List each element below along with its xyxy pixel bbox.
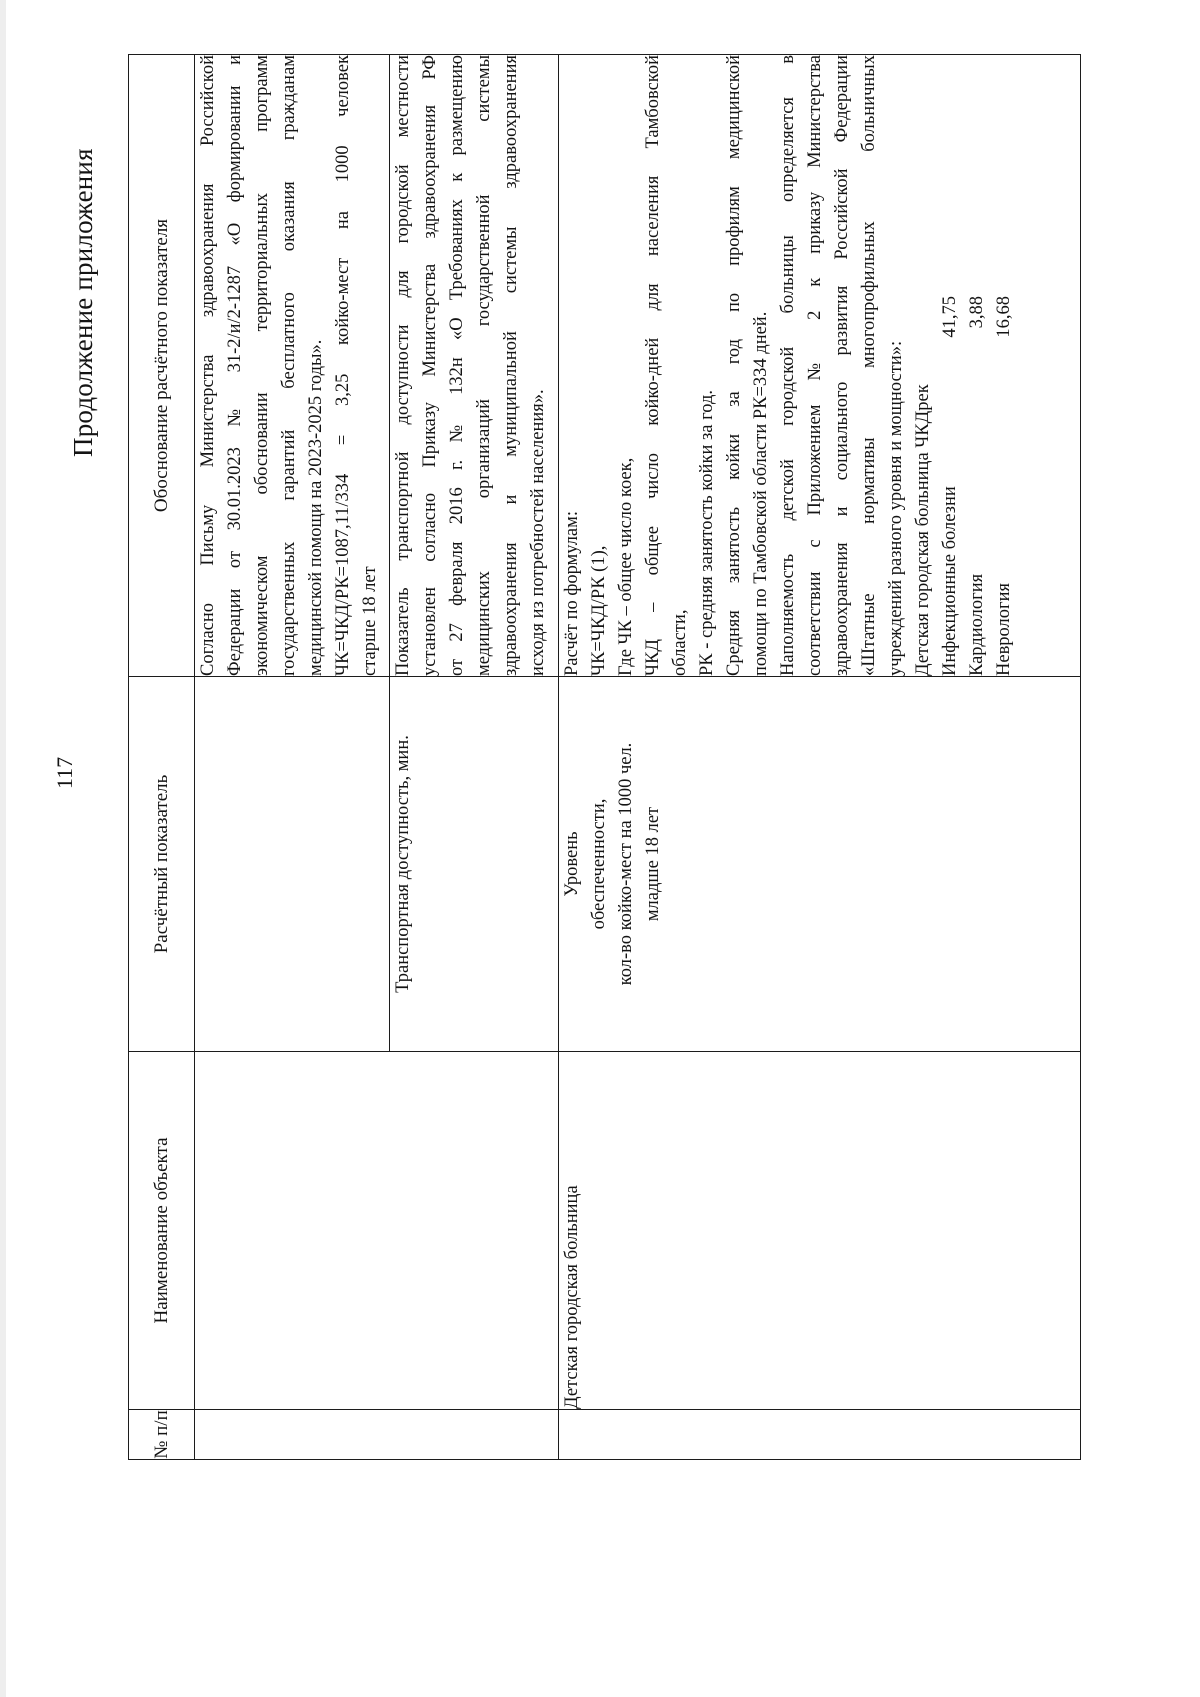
row-number-cell	[559, 1410, 1081, 1460]
header-num: № п/п	[129, 1410, 195, 1460]
indicator-table	[128, 54, 1081, 1460]
object-cell	[195, 1052, 559, 1410]
indicator-cell: Уровень обеспеченности, кол-во койко-мест на 1000 чел. младше 18 лет	[559, 677, 1081, 1052]
page-number: 117	[52, 756, 77, 789]
indicator-cell	[195, 677, 390, 1052]
indicator-cell: Транспортная доступность, мин.	[390, 677, 559, 1052]
row-number-cell	[195, 1410, 559, 1460]
table-header-row	[129, 55, 195, 1460]
continuation-heading: Продолжение приложения	[68, 148, 98, 457]
justification-cell: Расчёт по формулам: ЧК=ЧКД/РК (1), Где ЧК – общее число коек, ЧКД – общее число койко-дней для населения Тамбовской области, РК - средняя занятость койки за год. Средняя занятость койки за год по профилям медицинской помощи по Тамбовской области РК=334 дней. Наполняемость детской городской больницы определяется в соответствии с Приложением № 2 к приказу Министерства здравоохранения и социального развития Российской Федерации «Штатные нормативы многопрофильных больничных учреждений разного уровня и мощности»: Детская городская больница ЧКДрек Инфекционные болезни 41,75 Кардиология 3,88 Неврология 16,68	[559, 55, 1081, 677]
profile-row: Кардиология 3,88	[967, 296, 987, 676]
profile-row: Неврология 16,68	[994, 296, 1014, 676]
table-row	[559, 55, 1081, 1460]
header-indicator: Расчётный показатель	[129, 677, 195, 1052]
object-cell: Детская городская больница	[559, 1052, 1081, 1410]
justification-cell: Показатель транспортной доступности для городской местности установлен согласно Приказу Министерства здравоохранения РФ от 27 февраля 2016 г. № 132н «О Требованиях к размещению медицинских организаций государственной системы здравоохранения и муниципальной системы здравоохранения исходя из потребностей населения».	[390, 55, 559, 677]
profile-row: Инфекционные болезни 41,75	[940, 296, 960, 676]
header-object: Наименование объекта	[129, 1052, 195, 1410]
header-justification: Обоснование расчётного показателя	[129, 55, 195, 677]
justification-cell: Согласно Письму Министерства здравоохранения Российской Федерации от 30.01.2023 № 31-2/и/2-1287 «О формировании и экономическом обосновании территориальных программ государственных гарантий бесплатного оказания гражданам медицинской помощи на 2023-2025 годы». ЧК=ЧКД/РК=1087,11/334 = 3,25 койко-мест на 1000 человек старше 18 лет	[195, 55, 390, 677]
table-row	[195, 55, 390, 1460]
